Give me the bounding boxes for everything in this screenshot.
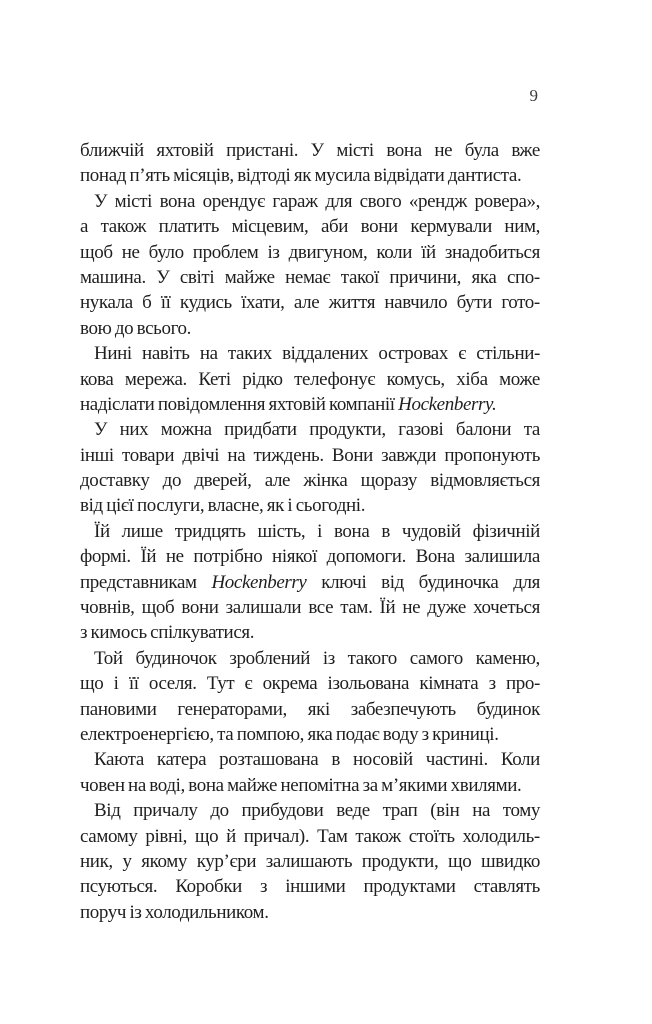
body-text: будиночка (418, 571, 499, 593)
text-line (80, 189, 540, 214)
body-text: ближчій (80, 140, 144, 161)
body-text: хіба (456, 368, 488, 390)
body-text: продукти, (361, 850, 439, 872)
body-text: двигуном, (288, 241, 368, 263)
body-text: її (160, 292, 171, 314)
body-text: пропонують (444, 444, 540, 466)
body-text: ключі (321, 571, 367, 593)
text-line (80, 316, 540, 341)
text-block (80, 138, 540, 925)
body-text: ник, (80, 850, 113, 872)
body-text: придбати (224, 419, 297, 441)
body-text: веде (336, 800, 370, 822)
body-text: Тут (206, 673, 235, 695)
body-text: потрібно (193, 546, 263, 568)
body-text: Каюта (94, 749, 144, 771)
body-text: «рендж (408, 190, 467, 212)
body-text: на (227, 444, 246, 466)
body-text: шість, (257, 520, 306, 542)
body-text: товари (122, 444, 175, 466)
body-text: доставку (80, 470, 150, 492)
text-line (80, 697, 540, 722)
body-text: від цієї послуги, власне, як і сьогодні. (80, 495, 366, 517)
body-text: про- (505, 673, 540, 695)
text-line (80, 773, 540, 798)
body-text: які (307, 698, 330, 720)
body-text: гото- (501, 292, 540, 314)
body-text: островах (378, 343, 448, 365)
body-text: забезпечують (350, 698, 456, 720)
body-text: вони (181, 597, 219, 619)
body-text: стоїть (408, 825, 455, 847)
body-text: є (458, 343, 466, 365)
body-text: тому (502, 800, 540, 822)
body-text: й (226, 825, 236, 847)
body-text: човнів, (80, 597, 135, 619)
text-line (80, 341, 540, 366)
body-text: та (523, 419, 540, 441)
body-text: там. (340, 597, 373, 619)
body-text: таких (227, 343, 272, 365)
body-text: ізольована (327, 673, 410, 695)
body-text: кур’єри (196, 850, 257, 872)
body-text: аби (320, 216, 349, 238)
body-text: балони (455, 419, 512, 441)
body-text: її (128, 673, 139, 695)
body-text: пановими (80, 698, 157, 720)
body-text: залишила (464, 546, 540, 568)
body-text: фізичній (472, 520, 540, 542)
body-text: причал). (243, 825, 310, 847)
body-text: у (122, 850, 132, 872)
body-text: коли (376, 241, 413, 263)
body-text: щоразу (360, 470, 418, 492)
body-text: і (113, 673, 119, 695)
body-text: частині. (425, 749, 488, 771)
body-text: для (513, 571, 540, 593)
body-text: розташована (219, 749, 319, 771)
body-text: б (142, 292, 152, 314)
text-line (80, 620, 540, 645)
body-text: свого (359, 190, 402, 212)
body-text: кімната (419, 673, 479, 695)
body-text: на (472, 800, 491, 822)
text-line (80, 798, 540, 823)
body-text: машина. (80, 266, 146, 288)
italic-text: Hockenberry (211, 571, 307, 593)
body-text: ставлять (473, 876, 540, 898)
body-text: холодиль- (462, 825, 540, 847)
body-text: інші (80, 444, 114, 466)
body-text: щоб (80, 241, 113, 263)
body-text: причалу (133, 800, 198, 822)
body-text: життя (328, 292, 376, 314)
body-text: а (80, 216, 89, 238)
body-text: була (464, 140, 499, 161)
body-text: вона (159, 190, 196, 212)
body-text: від (381, 571, 404, 593)
body-text: тиждень. (253, 444, 324, 466)
body-text: генераторами, (177, 698, 287, 720)
body-text: продуктами (363, 876, 456, 898)
body-text: нукала (80, 292, 133, 314)
body-text: до (210, 800, 229, 822)
body-text: продукти, (309, 419, 386, 441)
body-text: Там (317, 825, 348, 847)
italic-text: Hockenberry. (398, 393, 497, 415)
body-text: жінка (303, 470, 348, 492)
body-text: проблем (192, 241, 259, 263)
text-line (80, 493, 540, 518)
body-text: псуються. (80, 876, 158, 898)
body-text: не (121, 241, 140, 263)
body-text: платить (158, 216, 220, 238)
body-text: вони (360, 216, 398, 238)
text-line (80, 138, 540, 163)
text-line (80, 214, 540, 239)
body-text: навіть (142, 343, 190, 365)
body-text: них (119, 419, 149, 441)
body-text: поруч із холодильником. (80, 901, 269, 923)
body-text: що (448, 850, 472, 872)
body-text: чудовій (401, 520, 461, 542)
body-text: кова (80, 368, 114, 390)
body-text: гараж (272, 190, 318, 212)
body-text: Їй (140, 546, 157, 568)
body-text: було (148, 241, 184, 263)
body-text: віддалених (282, 343, 369, 365)
body-text: вою до всього. (80, 317, 192, 339)
body-text: яка (471, 266, 497, 288)
body-text: оселя. (148, 673, 197, 695)
text-line (80, 900, 540, 925)
body-text: що (194, 825, 219, 847)
body-text: будиночок (135, 647, 217, 669)
body-text: із (267, 241, 280, 263)
body-text: У (156, 266, 170, 288)
body-text: Коли (500, 749, 540, 771)
body-text: з (488, 673, 496, 695)
body-text: є (244, 673, 253, 695)
text-line (80, 417, 540, 442)
body-text: в (331, 749, 340, 771)
text-line (80, 240, 540, 265)
body-text: спо- (506, 266, 540, 288)
body-text: залишали (225, 597, 302, 619)
body-text: прибудови (241, 800, 324, 822)
body-text: і (317, 520, 323, 542)
body-text: з (260, 876, 268, 898)
page-number: 9 (529, 86, 538, 105)
body-text: мережа. (124, 368, 187, 390)
body-text: немає (285, 266, 331, 288)
body-text: завжди (381, 444, 437, 466)
body-text: допомоги. (326, 546, 406, 568)
text-line (80, 747, 540, 772)
body-text: їй (421, 241, 436, 263)
body-text: комусь, (386, 368, 445, 390)
body-text: понад п’ять місяців, відтоді як мусила відвідати дантиста. (80, 165, 522, 187)
body-text: ним, (504, 216, 540, 238)
body-text: тридцять (174, 520, 246, 542)
body-text: електроенергією, та помпою, яка подає воду з криниці. (80, 723, 499, 745)
text-line (80, 722, 540, 747)
body-text: бути (456, 292, 492, 314)
body-text: знадобиться (444, 241, 540, 263)
body-text: Їй (94, 520, 110, 542)
body-text: орендує (202, 190, 265, 212)
body-text: щоб (141, 597, 175, 619)
text-line (80, 367, 540, 392)
body-text: телефонує (294, 368, 376, 390)
body-text: для (325, 190, 353, 212)
body-text: вона (386, 140, 422, 161)
body-text: залишають (265, 850, 353, 872)
body-text: місті (336, 140, 374, 161)
body-text: окрема (262, 673, 318, 695)
body-text: рідко (242, 368, 283, 390)
body-text: (він (430, 800, 460, 822)
body-text: зроблений (229, 647, 311, 669)
body-text: У (310, 140, 324, 161)
text-line (80, 544, 540, 569)
body-text: двічі (182, 444, 220, 466)
text-line (80, 392, 540, 417)
body-text: вона (333, 520, 370, 542)
body-text: можна (160, 419, 212, 441)
text-line (80, 570, 540, 595)
body-text: надіслати повідомлення яхтовій компанії (80, 393, 399, 415)
body-text: газові (398, 419, 444, 441)
text-line (80, 874, 540, 899)
body-text: ніякої (272, 546, 317, 568)
body-text: представникам (80, 571, 197, 593)
body-text: формі. (80, 546, 131, 568)
body-text: самому (80, 825, 138, 847)
text-line (80, 519, 540, 544)
body-text: навчило (384, 292, 448, 314)
body-text: кермували (410, 216, 492, 238)
body-text: У (94, 190, 108, 212)
body-text: майже (224, 266, 275, 288)
body-text: Коробки (175, 876, 242, 898)
body-text: що (80, 673, 104, 695)
body-text: на (199, 343, 218, 365)
body-text: швидко (481, 850, 540, 872)
body-text: такої (340, 266, 379, 288)
body-text: трап (382, 800, 418, 822)
body-text: якому (141, 850, 188, 872)
body-text: в (381, 520, 390, 542)
body-text: У (94, 419, 108, 441)
body-text: місцевим, (231, 216, 309, 238)
text-line (80, 824, 540, 849)
body-text: вже (511, 140, 540, 161)
body-text: самого (409, 647, 463, 669)
body-text: Вона (415, 546, 455, 568)
body-text: відмовляється (430, 470, 540, 492)
text-line (80, 265, 540, 290)
body-text: пристані. (226, 140, 299, 161)
body-text: лише (121, 520, 163, 542)
body-text: каменю, (475, 647, 540, 669)
body-text: будинок (476, 698, 540, 720)
body-text: ровера», (474, 190, 540, 212)
body-text: їхати, (241, 292, 285, 314)
text-line (80, 290, 540, 315)
text-line (80, 671, 540, 696)
body-text: причини, (389, 266, 462, 288)
text-line (80, 443, 540, 468)
text-line (80, 595, 540, 620)
body-text: човен на воді, вона майже непомітна за м’якими хвилями. (80, 774, 522, 796)
text-line (80, 849, 540, 874)
body-text: не (434, 140, 453, 161)
body-text: місті (114, 190, 153, 212)
body-text: не (402, 597, 421, 619)
text-line (80, 646, 540, 671)
body-text: але (264, 470, 291, 492)
body-text: Той (94, 647, 123, 669)
body-text: Від (94, 800, 121, 822)
body-text: до (162, 470, 182, 492)
body-text: дуже (427, 597, 466, 619)
body-text: яхтовій (156, 140, 214, 161)
body-text: але (293, 292, 320, 314)
body-text: також (100, 216, 147, 238)
body-text: Вони (331, 444, 373, 466)
body-text: іншими (285, 876, 346, 898)
body-text: не (165, 546, 184, 568)
body-text: все (308, 597, 334, 619)
body-text: з кимось спілкуватися. (80, 622, 255, 644)
body-text: світі (179, 266, 215, 288)
body-text: хочеться (473, 597, 540, 619)
body-text: Кеті (198, 368, 231, 390)
body-text: носовій (352, 749, 413, 771)
body-text: дверей, (194, 470, 252, 492)
body-text: Нині (94, 343, 132, 365)
body-text: стільни- (476, 343, 540, 365)
body-text: із (322, 647, 335, 669)
body-text: катера (156, 749, 207, 771)
body-text: такого (347, 647, 397, 669)
body-text: Їй (379, 597, 396, 619)
body-text: також (355, 825, 401, 847)
body-text: може (499, 368, 540, 390)
body-text: рівні, (145, 825, 188, 847)
body-text: кудись (179, 292, 232, 314)
text-line (80, 468, 540, 493)
text-line (80, 163, 540, 188)
